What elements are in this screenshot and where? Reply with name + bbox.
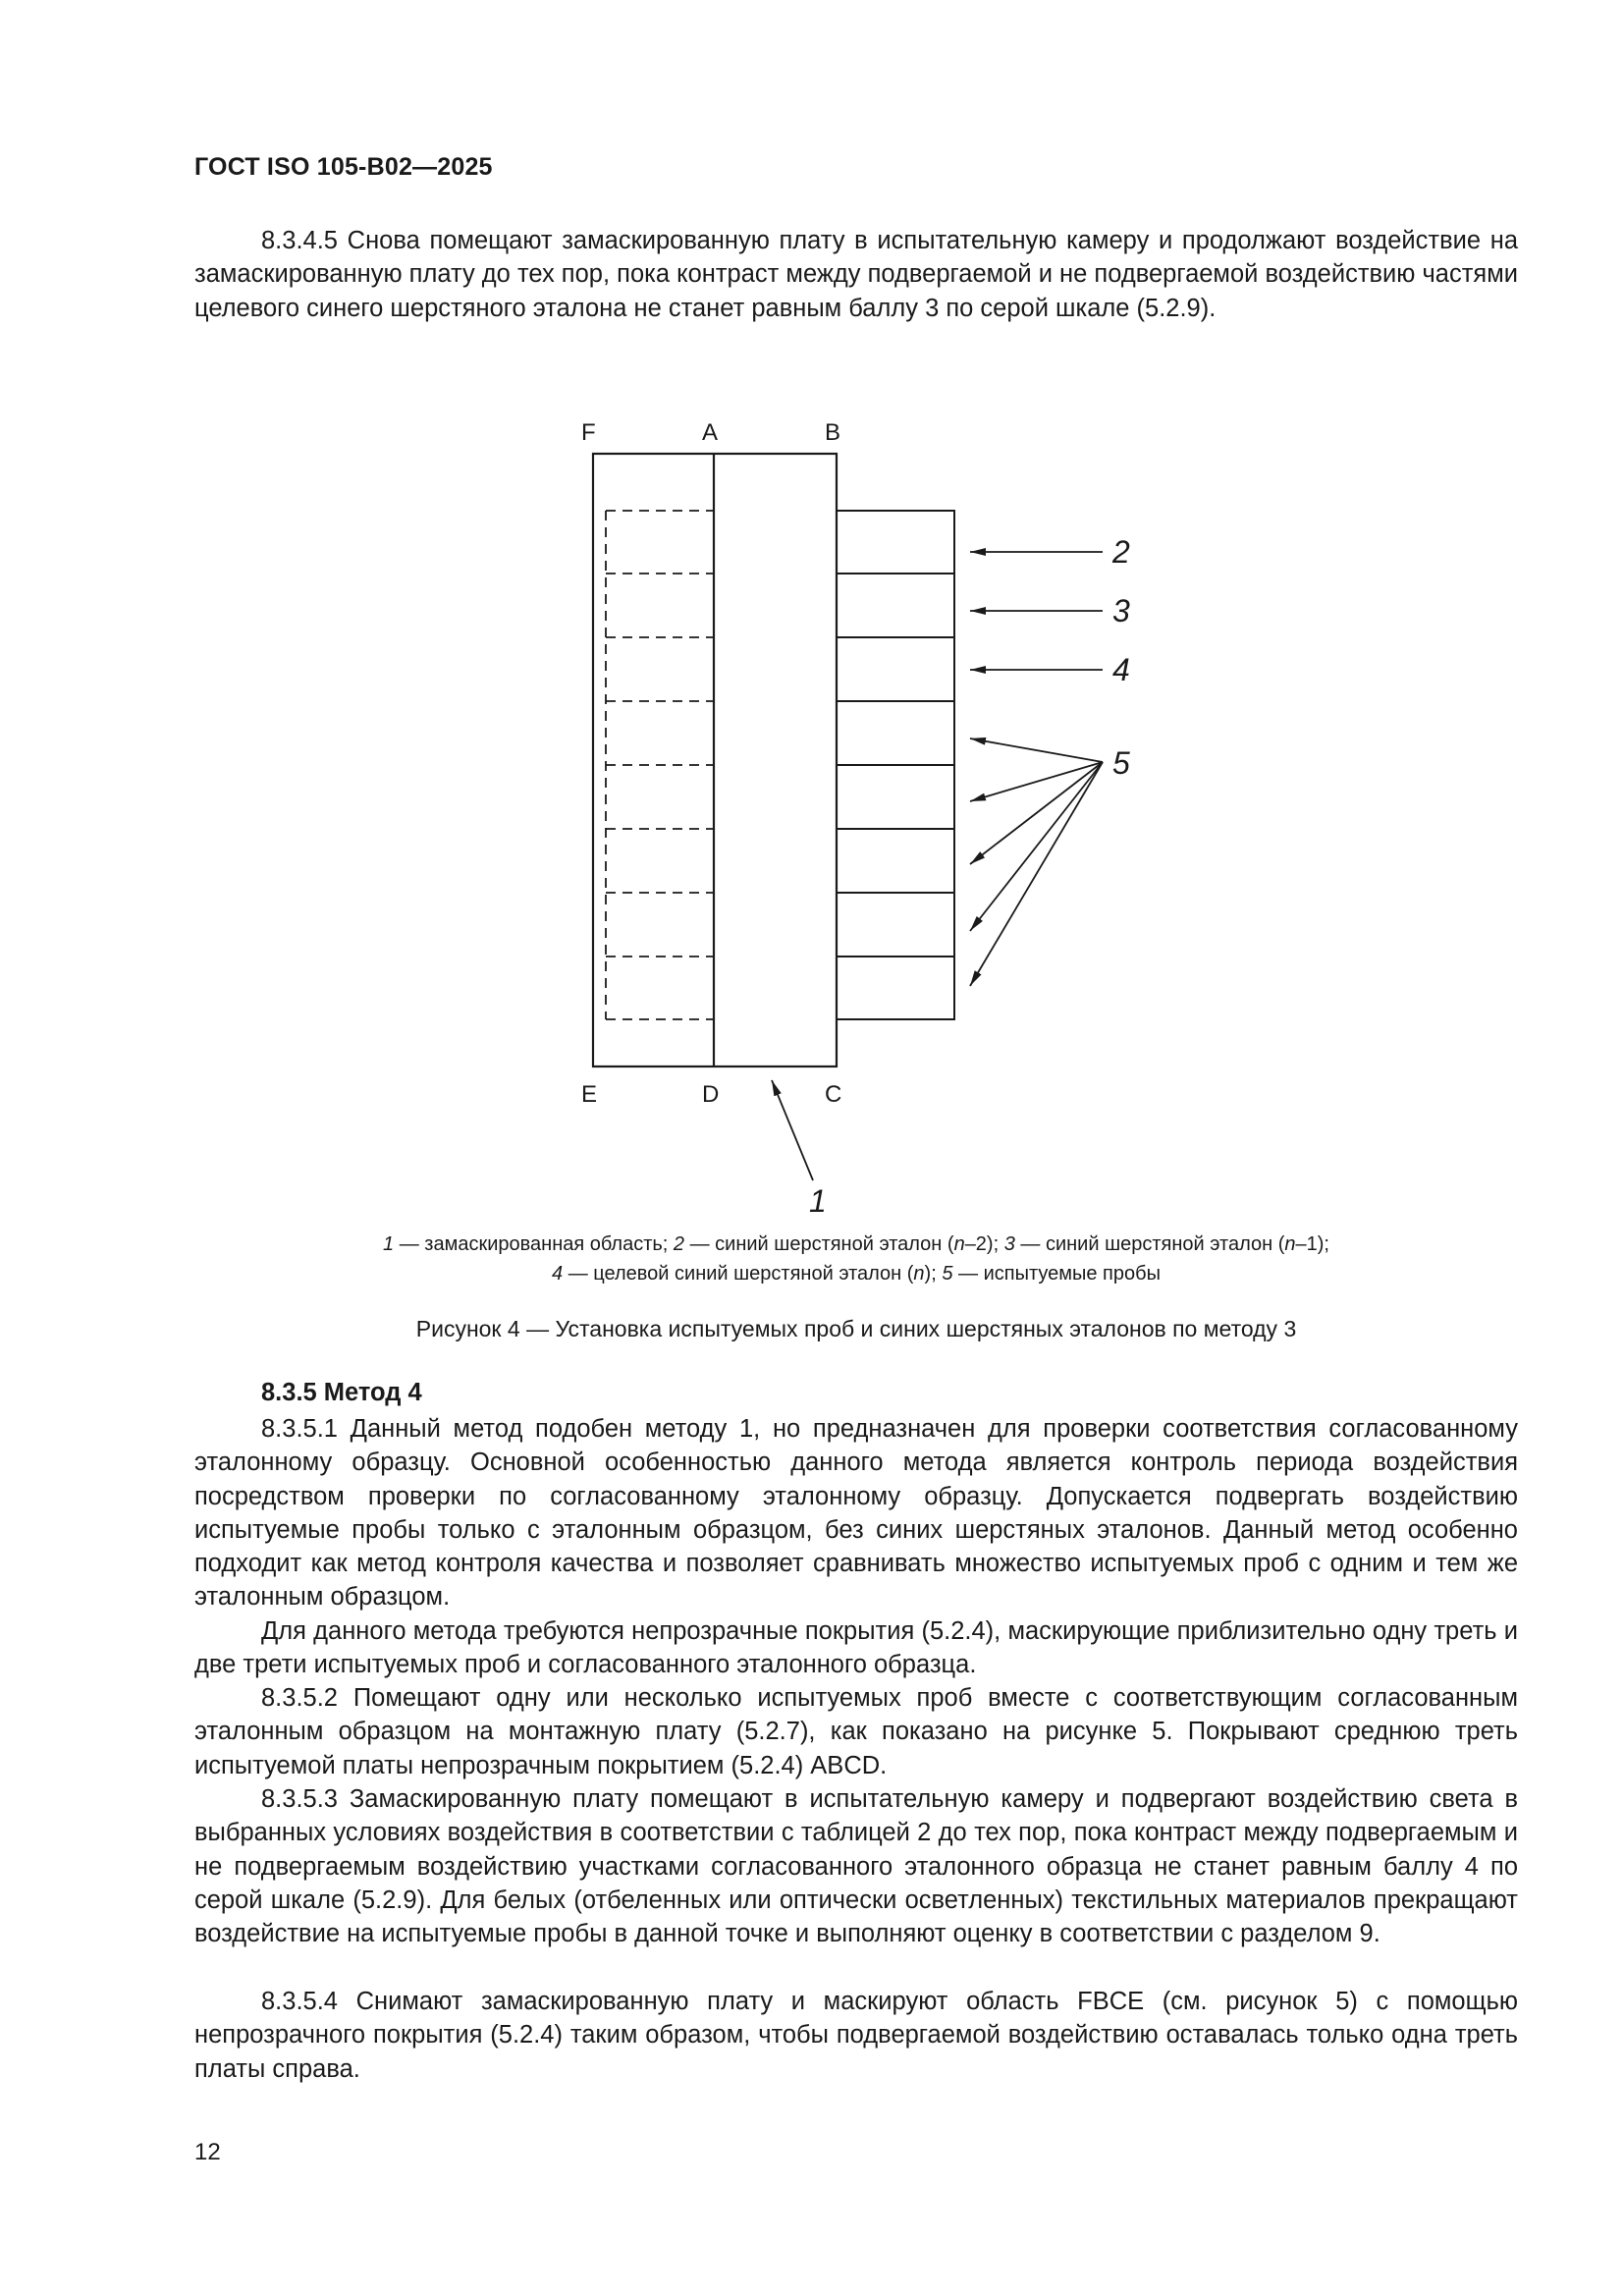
paragraph-8-3-5-2: 8.3.5.2 Помещают одну или несколько испытуемых проб вместе с соответствующим согласованным эталонным образцом на монтажную плату (5.2.7), как показано на рисунке 5. Покрывают среднюю треть испытуемой платы непрозрачным покрытием (5.2.4) ABCD. [194,1684,1518,1779]
paragraph-8-3-4-5: 8.3.4.5 Снова помещают замаскированную плату в испытательную камеру и продолжают воздействие на замаскированную плату до тех пор, пока контраст между подвергаемой и не подвергаемой воздействию частями целевого синего шерстяного эталона не станет равным баллу 3 по серой шкале (5.2.9). [194,227,1518,322]
figure-legend [194,1230,1518,1288]
right-strips [837,511,954,1019]
callout-1: 1 [809,1183,827,1216]
label-A: A [702,419,719,446]
document-header: ГОСТ ISO 105-B02—2025 [194,153,493,181]
figure-caption: Рисунок 4 — Установка испытуемых проб и синих шерстяных эталонов по методу 3 [415,1316,1297,1341]
callout-5: 5 [1112,745,1130,781]
label-B: B [825,419,841,446]
label-E: E [581,1081,598,1108]
callout-3: 3 [1112,593,1130,629]
paragraph-8-3-5-1b: Для данного метода требуются непрозрачные покрытия (5.2.4), маскирующие приблизительно одну треть и две трети испытуемых проб и согласованного эталонного образца. [194,1617,1518,1679]
section-heading-8-3-5: 8.3.5 Метод 4 [261,1379,422,1406]
label-D: D [702,1081,720,1108]
paragraph-8-3-5-1: 8.3.5.1 Данный метод подобен методу 1, но предназначен для проверки соответствия согласованному эталонному образцу. Основной особенностью данного метода является контроль периода воздействия посредством проверки по согласованному эталонному образцу. Допускается подвергать воздействию испытуемые пробы только с эталонным образцом, без синих шерстяных эталонов. Данный метод особенно подходит как метод контроля качества и позволяет сравнивать множество испытуемых проб с одним и тем же эталонным образцом. [194,1415,1518,1612]
legend-line-2: 4 — целевой синий шерстяной эталон (n); 5 — испытуемые пробы [552,1263,1161,1285]
label-F: F [581,419,596,446]
label-C: C [825,1081,842,1108]
callout-2: 2 [1112,534,1130,570]
dashed-samples [606,511,714,1019]
legend-line-1: 1 — замаскированная область; 2 — синий шерстяной эталон (n–2); 3 — синий шерстяной эталон (n–1); [383,1233,1329,1255]
paragraph-8-3-5-4: 8.3.5.4 Снимают замаскированную плату и маскируют область FBCE (см. рисунок 5) с помощью непрозрачного покрытия (5.2.4) таким образом, чтобы подвергаемой воздействию оставалась только одна треть платы справа. [194,1988,1518,2083]
paragraph-8-3-5-3: 8.3.5.3 Замаскированную плату помещают в испытательную камеру и подвергают воздействию света в выбранных условиях воздействия в соответствии с таблицей 2 до тех пор, пока контраст между подвергаемым и не подвергаемым воздействию участками согласованного эталонного образца не станет равным баллу 4 по серой шкале (5.2.9). Для белых (отбеленных или оптически осветленных) текстильных материалов прекращают воздействие на испытуемые пробы в данной точке и выполняют оценку в соответствии с разделом 9. [194,1785,1518,1948]
figure-4-diagram [550,410,1139,1216]
callout-arrows [772,552,1103,1180]
callout-4: 4 [1112,652,1130,687]
page-number: 12 [194,2139,221,2165]
